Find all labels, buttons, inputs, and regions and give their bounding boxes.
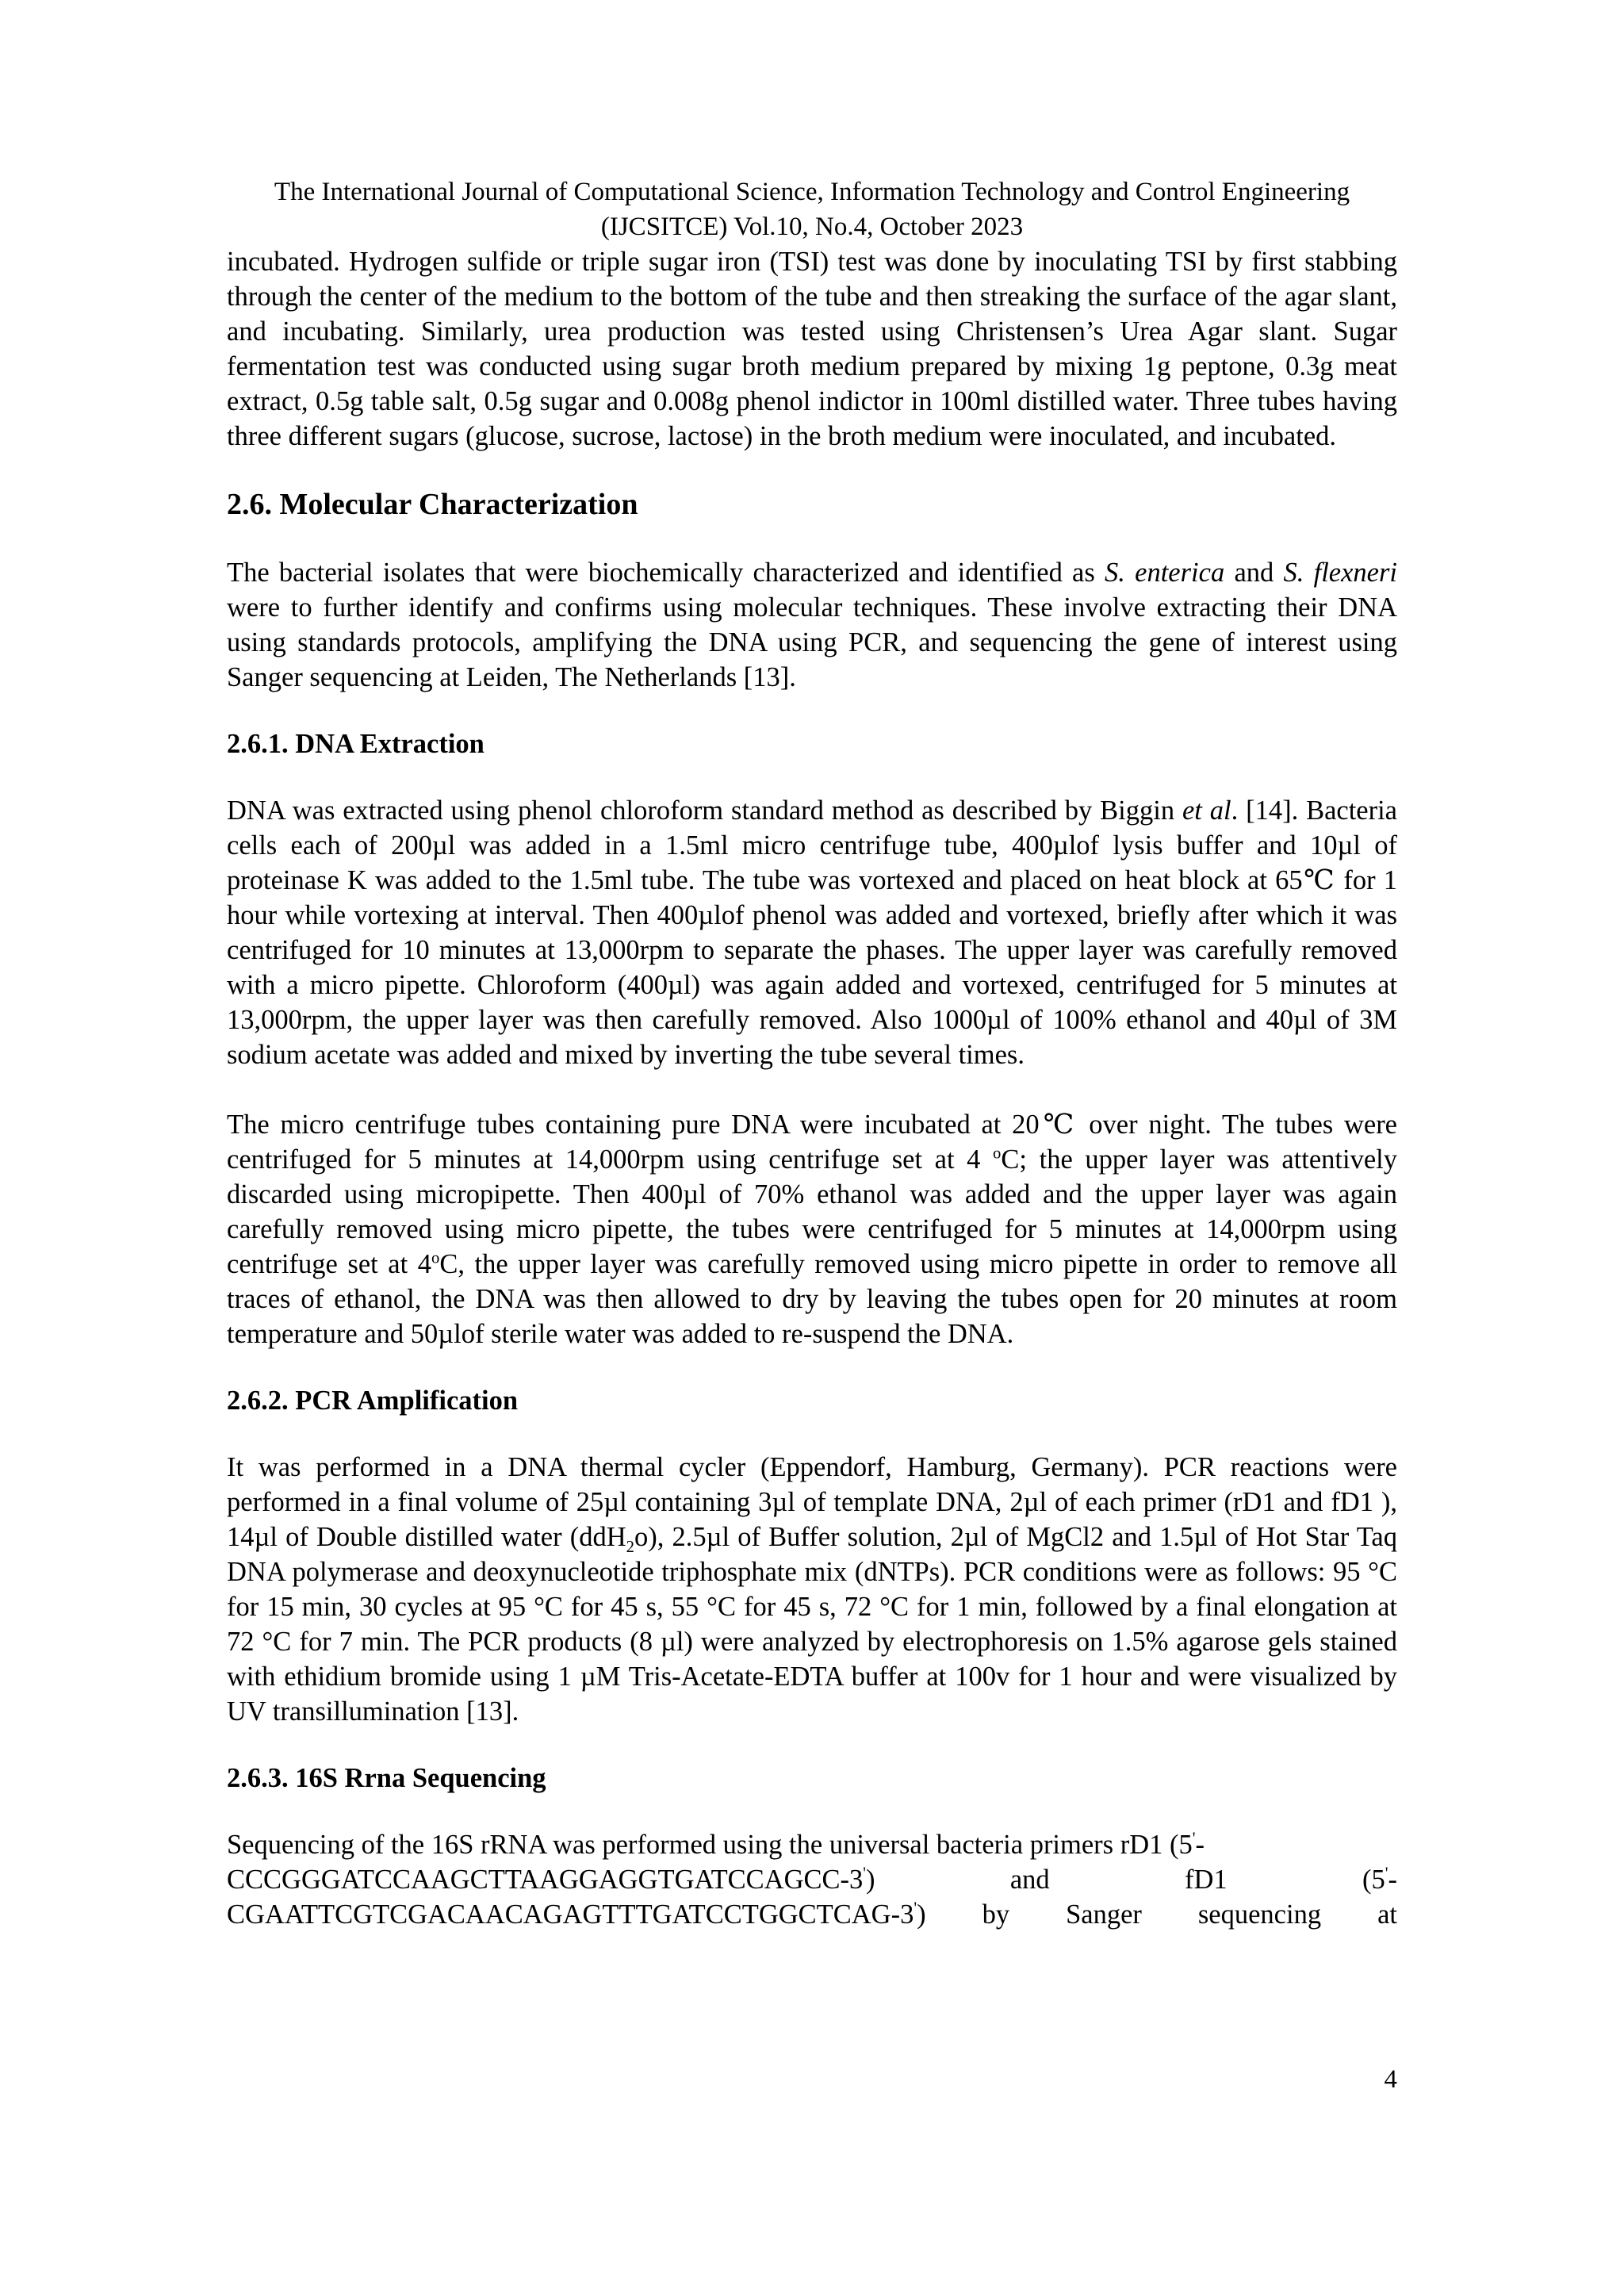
prime-sup: ' bbox=[1385, 1865, 1388, 1883]
molecular-characterization-paragraph bbox=[227, 555, 1397, 695]
journal-header-line1: The International Journal of Computational Science, Information Technology and Control Engineering bbox=[274, 178, 1350, 206]
primer-fd1-sequence bbox=[227, 1897, 926, 1932]
species-name: S. flexneri bbox=[1283, 558, 1397, 588]
text-run: . [14]. Bacteria cells each of 200µl was added in a 1.5ml micro centrifuge tube, 400µlof lysis buffer and 10µl of proteinase K was added to the 1.5ml tube. The tube was vortexed and placed on heat block at 65℃ for 1 hour while vortexing at interval. Then 400µlof phenol was added and vortexed, briefly after which it was centrifuged for 10 minutes at 13,000rpm to separate the phases. The upper layer was carefully removed with a micro pipette. Chloroform (400µl) was again added and vortexed, centrifuged for 5 minutes at 13,000rpm, the upper layer was then carefully removed. Also 1000µl of 100% ethanol and 40µl of 3M sodium acetate was added and mixed by inverting the tube several times. bbox=[227, 795, 1397, 1070]
section-heading-molecular-characterization: 2.6. Molecular Characterization bbox=[227, 488, 638, 521]
text-run: CGAATTCGTCGACAACAGAGTTTGATCCTGGCTCAG-3 bbox=[227, 1899, 914, 1930]
prime-sup: ' bbox=[863, 1865, 867, 1883]
text-run: - bbox=[1388, 1865, 1397, 1895]
degree-sup: o bbox=[993, 1144, 1002, 1163]
text-run: and bbox=[1224, 558, 1284, 588]
page-number: 4 bbox=[1384, 2065, 1397, 2094]
species-name: S. enterica bbox=[1105, 558, 1225, 588]
sequencing-paragraph bbox=[227, 1827, 1397, 1932]
sequencing-line-2 bbox=[227, 1862, 1397, 1897]
pcr-amplification-paragraph bbox=[227, 1450, 1397, 1729]
sequencing-line-1 bbox=[227, 1827, 1397, 1862]
text-run: ) bbox=[917, 1899, 926, 1930]
text-run: and bbox=[1009, 1865, 1050, 1895]
sequencing-line-3 bbox=[227, 1897, 1397, 1932]
subsection-heading-16s-sequencing: 2.6.3. 16S Rrna Sequencing bbox=[227, 1763, 546, 1793]
prime-sup: ' bbox=[914, 1899, 917, 1918]
primer-rd1-sequence bbox=[227, 1862, 875, 1897]
subsection-heading-dna-extraction: 2.6.1. DNA Extraction bbox=[227, 729, 485, 759]
dna-extraction-paragraph-2 bbox=[227, 1107, 1397, 1351]
text-run: - bbox=[1195, 1830, 1205, 1860]
intro-paragraph: incubated. Hydrogen sulfide or triple sugar iron (TSI) test was done by inoculating TSI by first stabbing through the center of the medium to the bottom of the tube and then streaking the surface of the agar slant, and incubating. Similarly, urea production was tested using Christensen’s Urea Agar slant. Sugar fermentation test was conducted using sugar broth medium prepared by mixing 1g peptone, 0.3g meat extract, 0.5g table salt, 0.5g sugar and 0.008g phenol indictor in 100ml distilled water. Three tubes having three different sugars (glucose, sucrose, lactose) in the broth medium were inoculated, and incubated. bbox=[227, 247, 1397, 451]
dna-extraction-paragraph-1 bbox=[227, 793, 1397, 1072]
text-run: Sequencing of the 16S rRNA was performed using the universal bacteria primers rD1 (5 bbox=[227, 1830, 1193, 1860]
subsection-heading-pcr-amplification: 2.6.2. PCR Amplification bbox=[227, 1386, 519, 1416]
text-run: (5 bbox=[1362, 1865, 1385, 1895]
et-al: et al bbox=[1182, 795, 1231, 826]
text-run: C, the upper layer was carefully removed using micro pipette in order to remove all traces of ethanol, the DNA was then allowed to dry by leaving the tubes open for 20 minutes at room temperature and 50µlof sterile water was added to re-suspend the DNA. bbox=[227, 1249, 1398, 1349]
text-run: fD1 bbox=[1185, 1865, 1228, 1895]
text-run: Sanger bbox=[1066, 1899, 1142, 1930]
article-body bbox=[227, 244, 1397, 1932]
subscript: 2 bbox=[626, 1538, 634, 1556]
text-run-group bbox=[1362, 1862, 1397, 1897]
text-run: ) bbox=[866, 1865, 875, 1895]
prime-sup: ' bbox=[1192, 1830, 1196, 1848]
text-run: The micro centrifuge tubes containing pure DNA were incubated at 20℃ over night. The tubes were centrifuged for 5 minutes at 14,000rpm using centrifuge set at 4 bbox=[227, 1110, 1397, 1175]
text-run: It was performed in a DNA thermal cycler (Eppendorf, Hamburg, Germany). PCR reactions were performed in a final volume of 25µl containing 3µl of template DNA, 2µl of each primer (rD1 and fD1 ), 14µl of Double distilled water (ddH bbox=[227, 1452, 1397, 1552]
text-run: C; the upper layer was attentively discarded using micropipette. Then 400µl of 70% ethanol was added and the upper layer was again carefully removed using micro pipette, the tubes were centrifuged for 5 minutes at 14,000rpm using centrifuge set at 4 bbox=[227, 1144, 1397, 1279]
text-run: The bacterial isolates that were biochemically characterized and identified as bbox=[227, 558, 1105, 588]
text-run: by bbox=[982, 1899, 1010, 1930]
text-run: at bbox=[1377, 1899, 1397, 1930]
journal-header-line2: (IJCSITCE) Vol.10, No.4, October 2023 bbox=[600, 213, 1024, 241]
text-run: sequencing bbox=[1197, 1899, 1322, 1930]
degree-sup: o bbox=[431, 1249, 440, 1267]
text-run: were to further identify and confirms using molecular techniques. These involve extracting their DNA using standards protocols, amplifying the DNA using PCR, and sequencing the gene of interest using Sanger sequencing at Leiden, The Netherlands [13]. bbox=[227, 592, 1397, 692]
text-run: o), 2.5µl of Buffer solution, 2µl of MgCl2 and 1.5µl of Hot Star Taq DNA polymerase and deoxynucleotide triphosphate mix (dNTPs). PCR conditions were as follows: 95 °C for 15 min, 30 cycles at 95 °C for 45 s, 55 °C for 45 s, 72 °C for 1 min, followed by a final elongation at 72 °C for 7 min. The PCR products (8 µl) were analyzed by electrophoresis on 1.5% agarose gels stained with ethidium bromide using 1 µM Tris-Acetate-EDTA buffer at 100v for 1 hour and were visualized by UV transillumination [13]. bbox=[227, 1522, 1397, 1727]
text-run: DNA was extracted using phenol chloroform standard method as described by Biggin bbox=[227, 795, 1182, 826]
journal-header bbox=[227, 174, 1397, 244]
text-run: CCCGGGATCCAAGCTTAAGGAGGTGATCCAGCC-3 bbox=[227, 1865, 864, 1895]
